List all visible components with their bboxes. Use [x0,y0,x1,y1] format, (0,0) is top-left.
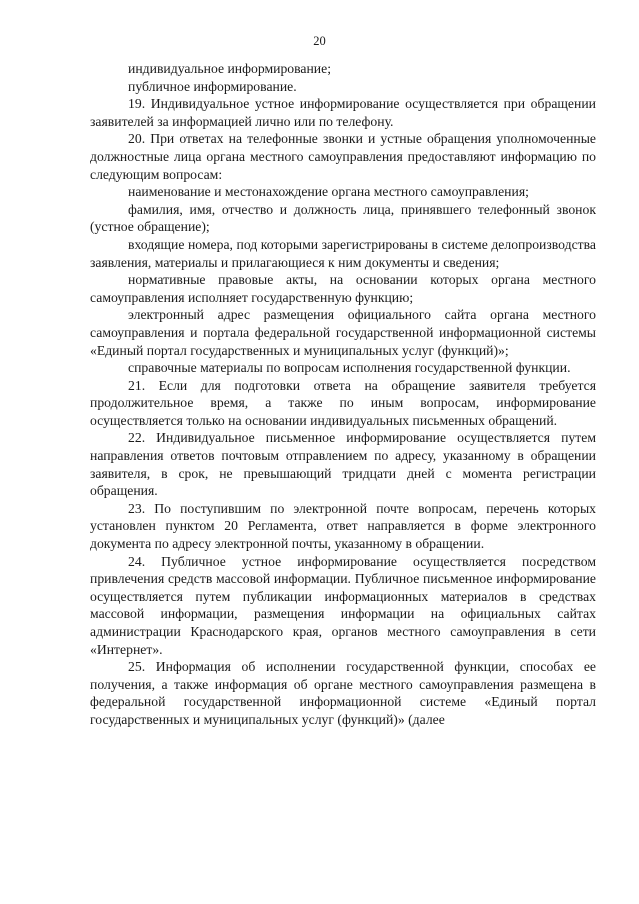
paragraph: 25. Информация об исполнении государственной функции, способах ее получения, а также информация об органе местного самоуправления размещена в федеральной государственной информационной системе «Единый портал государственных и муниципальных услуг (функций)» (далее [90,659,596,727]
paragraph: 19. Индивидуальное устное информирование осуществляется при обращении заявителей за информацией лично или по телефону. [90,96,596,129]
paragraph: фамилия, имя, отчество и должность лица, принявшего телефонный звонок (устное обращение); [90,201,596,235]
paragraph: 23. По поступившим по электронной почте вопросам, перечень которых установлен пунктом 20 Регламента, ответ направляется в форме электронного документа по адресу электронной почты, указанному в обращении. [90,500,596,552]
paragraph: наименование и местонахождение органа местного самоуправления; [128,184,529,200]
paragraph: справочные материалы по вопросам исполнения государственной функции. [128,360,571,376]
paragraph: 22. Индивидуальное письменное информирование осуществляется путем направления ответов почтовым отправлением по адресу, указанному в обращении заявителя, в срок, не превышающий тридцати дней с момента регистрации обращения. [90,430,596,499]
paragraph: 24. Публичное устное информирование осуществляется посредством привлечения средств массовой информации. Публичное письменное информирование осуществляется путем публикации информационных материалов в средствах массовой информации, размещения информации на официальных сайтах администрации Краснодарского края, органов местного самоуправления в сети «Интернет». [90,553,596,657]
paragraph: 21. Если для подготовки ответа на обращение заявителя требуется продолжительное время, а также по иным вопросам, информирование осуществляется только на основании индивидуальных письменных обращений. [90,377,596,428]
paragraph: индивидуальное информирование; [128,61,332,76]
page-number: 20 [313,34,326,48]
paragraph: входящие номера, под которыми зарегистрированы в системе делопроизводства заявления, материалы и прилагающиеся к ним документы и сведения; [90,236,596,270]
paragraph: публичное информирование. [128,78,297,94]
paragraph: 20. При ответах на телефонные звонки и устные обращения уполномоченные должностные лица органа местного самоуправления предоставляют информацию по следующим вопросам: [90,131,596,182]
body-text [90,60,596,729]
paragraph: электронный адрес размещения официального сайта органа местного самоуправления и портала федеральной государственной информационной системы «Единый портал государственных и муниципальных услуг (функций)»; [90,307,596,358]
paragraph: нормативные правовые акты, на основании которых органа местного самоуправления исполняет государственную функцию; [90,272,596,305]
